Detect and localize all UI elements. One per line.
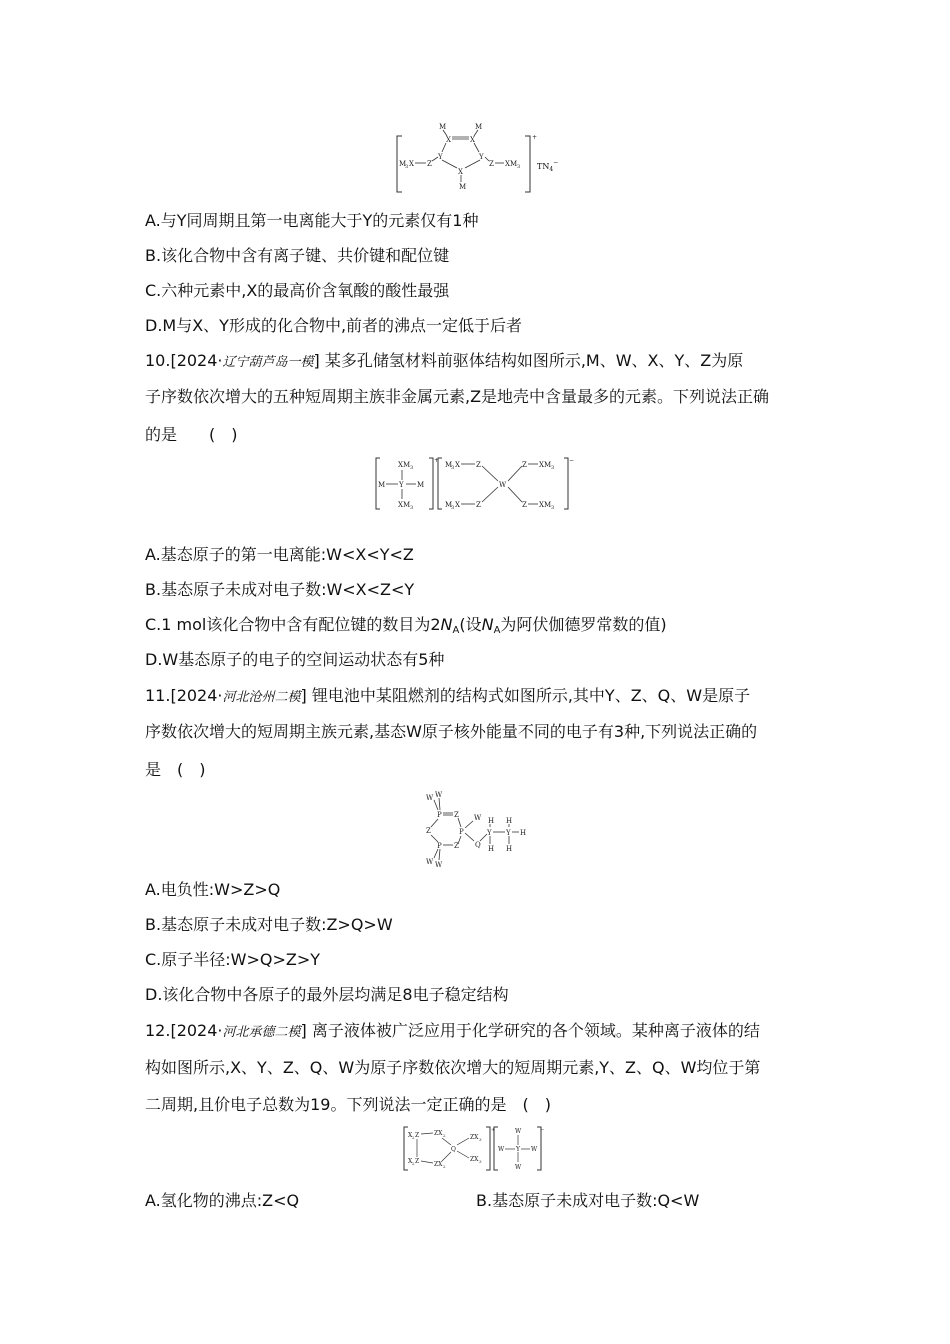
svg-text:P: P bbox=[437, 842, 442, 850]
svg-text:3: 3 bbox=[551, 505, 555, 511]
svg-text:3: 3 bbox=[405, 164, 409, 170]
q11-number: 11.[2024· bbox=[145, 686, 223, 705]
svg-text:XM: XM bbox=[398, 461, 411, 469]
q12-stem-line-2: 构如图所示,X、Y、Z、Q、W为原子序数依次增大的短周期元素,Y、Z、Q、W均位于第 bbox=[145, 1058, 761, 1077]
q11-option-c: C.原子半径:W>Q>Z>Y bbox=[145, 950, 321, 969]
svg-text:W: W bbox=[426, 858, 434, 866]
svg-text:X: X bbox=[446, 136, 451, 144]
q10-option-c-sub2: A bbox=[493, 625, 501, 636]
svg-text:Z: Z bbox=[476, 461, 481, 469]
q11-stem-line-2: 序数依次增大的短周期主族元素,基态W原子核外能量不同的电子有3种,下列说法正确的 bbox=[145, 722, 758, 741]
svg-text:3: 3 bbox=[451, 465, 455, 471]
q11-stem-line-3: 是 ( ) bbox=[145, 760, 206, 779]
q10-option-c-part1: C.1 mol该化合物中含有配位键的数目为2 bbox=[145, 615, 441, 634]
q12-stem-1: ] 离子液体被广泛应用于化学研究的各个领域。某种离子液体的结 bbox=[300, 1021, 760, 1040]
svg-text:2: 2 bbox=[443, 1164, 446, 1169]
q10-stem-line-2: 子序数依次增大的五种短周期主族非金属元素,Z是地壳中含量最多的元素。下列说法正确 bbox=[145, 387, 770, 406]
svg-text:Z: Z bbox=[427, 160, 432, 168]
svg-text:P: P bbox=[459, 828, 464, 836]
svg-text:Z: Z bbox=[522, 501, 527, 509]
svg-text:X: X bbox=[408, 1132, 413, 1139]
q10-structure-figure bbox=[372, 454, 577, 514]
q10-stem-line-1 bbox=[145, 350, 743, 374]
q12-stem-line-1 bbox=[145, 1020, 760, 1044]
svg-text:Z: Z bbox=[454, 811, 459, 819]
svg-text:W: W bbox=[515, 1128, 522, 1135]
q10-option-b: B.基态原子未成对电子数:W<X<Z<Y bbox=[145, 580, 415, 599]
q9-ion bbox=[537, 159, 558, 173]
svg-text:3: 3 bbox=[479, 1159, 482, 1164]
svg-text:Z: Z bbox=[415, 1158, 420, 1165]
q9-ion-sup: − bbox=[553, 159, 559, 166]
svg-text:ZX: ZX bbox=[470, 1156, 479, 1163]
svg-text:W: W bbox=[435, 791, 443, 799]
svg-text:X: X bbox=[455, 461, 460, 469]
q9-option-a: A.与Y同周期且第一电离能大于Y的元素仅有1种 bbox=[145, 211, 479, 230]
svg-text:Q: Q bbox=[451, 1146, 456, 1153]
q11-stem-line-1 bbox=[145, 685, 750, 709]
svg-text:3: 3 bbox=[410, 505, 414, 511]
svg-text:XM: XM bbox=[398, 501, 411, 509]
svg-text:Y: Y bbox=[506, 829, 511, 837]
svg-text:ZX: ZX bbox=[434, 1161, 443, 1168]
svg-text:H: H bbox=[520, 829, 527, 837]
q10-option-c-sub: A bbox=[452, 625, 460, 636]
svg-text:Z: Z bbox=[426, 827, 431, 835]
q11-structure-figure bbox=[420, 790, 532, 868]
q10-option-c-part3: 为阿伏伽德罗常数的值) bbox=[500, 615, 667, 634]
svg-text:W: W bbox=[426, 794, 434, 802]
svg-text:W: W bbox=[474, 814, 482, 822]
svg-text:+: + bbox=[491, 1127, 496, 1133]
q9-option-d: D.M与X、Y形成的化合物中,前者的沸点一定低于后者 bbox=[145, 316, 523, 335]
q10-option-d: D.W基态原子的电子的空间运动状态有5种 bbox=[145, 650, 445, 669]
q12-option-b: B.基态原子未成对电子数:Q<W bbox=[476, 1191, 700, 1210]
q12-source: 河北承德二模 bbox=[222, 1025, 301, 1040]
q11-source: 河北沧州二模 bbox=[222, 690, 301, 705]
svg-text:H: H bbox=[506, 845, 513, 853]
svg-text:M: M bbox=[445, 501, 453, 509]
svg-text:W: W bbox=[499, 481, 507, 489]
svg-text:Y: Y bbox=[438, 153, 443, 161]
svg-text:Z: Z bbox=[489, 160, 494, 168]
svg-text:H: H bbox=[488, 845, 495, 853]
q10-option-c-n: N bbox=[440, 615, 453, 634]
q9-ion-label: TN bbox=[537, 162, 550, 171]
q9-ion-sub: 4 bbox=[549, 166, 554, 173]
svg-text:M: M bbox=[439, 123, 447, 131]
svg-text:H: H bbox=[488, 817, 495, 825]
q9-option-b: B.该化合物中含有离子键、共价键和配位键 bbox=[145, 246, 450, 265]
svg-text:XM: XM bbox=[539, 501, 552, 509]
svg-text:XM: XM bbox=[505, 160, 518, 168]
svg-text:M: M bbox=[399, 160, 407, 168]
q10-number: 10.[2024· bbox=[145, 351, 223, 370]
q10-option-c-n2: N bbox=[481, 615, 494, 634]
svg-text:P: P bbox=[437, 811, 442, 819]
q10-option-a: A.基态原子的第一电离能:W<X<Y<Z bbox=[145, 545, 414, 564]
svg-text:H: H bbox=[506, 817, 513, 825]
svg-text:X: X bbox=[470, 136, 475, 144]
svg-text:X: X bbox=[458, 168, 463, 176]
svg-text:−: − bbox=[540, 1127, 545, 1133]
svg-text:W: W bbox=[435, 861, 443, 868]
q10-stem-line-3: 的是 ( ) bbox=[145, 425, 238, 444]
svg-text:W: W bbox=[531, 1146, 538, 1153]
svg-text:M: M bbox=[378, 481, 386, 489]
q12-number: 12.[2024· bbox=[145, 1021, 223, 1040]
q11-stem-1: ] 锂电池中某阻燃剂的结构式如图所示,其中Y、Z、Q、W是原子 bbox=[300, 686, 751, 705]
svg-text:W: W bbox=[498, 1146, 505, 1153]
svg-text:Y: Y bbox=[399, 481, 404, 489]
q11-option-d: D.该化合物中各原子的最外层均满足8电子稳定结构 bbox=[145, 985, 509, 1004]
q12-structure-figure bbox=[400, 1124, 545, 1174]
svg-text:X: X bbox=[455, 501, 460, 509]
svg-text:3: 3 bbox=[517, 164, 521, 170]
svg-text:3: 3 bbox=[451, 505, 455, 511]
svg-text:M: M bbox=[445, 461, 453, 469]
svg-text:Q: Q bbox=[475, 841, 481, 849]
svg-text:3: 3 bbox=[551, 465, 555, 471]
svg-text:2: 2 bbox=[412, 1161, 415, 1166]
svg-text:+: + bbox=[434, 457, 440, 464]
svg-text:ZX: ZX bbox=[434, 1130, 443, 1137]
svg-text:W: W bbox=[515, 1164, 522, 1171]
svg-text:Y: Y bbox=[487, 829, 492, 837]
svg-text:M: M bbox=[417, 481, 425, 489]
svg-text:Z: Z bbox=[522, 461, 527, 469]
q10-option-c bbox=[145, 614, 667, 642]
svg-text:3: 3 bbox=[479, 1137, 482, 1142]
svg-text:XM: XM bbox=[539, 461, 552, 469]
svg-text:+: + bbox=[532, 134, 538, 141]
svg-text:M: M bbox=[459, 183, 467, 191]
q10-source: 辽宁葫芦岛一模 bbox=[222, 355, 314, 370]
q11-option-a: A.电负性:W>Z>Q bbox=[145, 880, 281, 899]
svg-text:X: X bbox=[409, 160, 414, 168]
q9-structure-figure bbox=[390, 118, 565, 198]
svg-text:2: 2 bbox=[412, 1135, 415, 1140]
svg-text:−: − bbox=[569, 457, 575, 464]
q9-option-c: C.六种元素中,X的最高价含氧酸的酸性最强 bbox=[145, 281, 450, 300]
q10-option-c-part2: (设 bbox=[459, 615, 482, 634]
svg-text:M: M bbox=[475, 123, 483, 131]
svg-text:Z: Z bbox=[454, 842, 459, 850]
svg-text:Y: Y bbox=[479, 153, 484, 161]
svg-text:2: 2 bbox=[443, 1133, 446, 1138]
q12-stem-line-3: 二周期,且价电子总数为19。下列说法一定正确的是 ( ) bbox=[145, 1095, 551, 1114]
q11-option-b: B.基态原子未成对电子数:Z>Q>W bbox=[145, 915, 393, 934]
svg-text:Z: Z bbox=[415, 1132, 420, 1139]
q10-stem-1: ] 某多孔储氢材料前驱体结构如图所示,M、W、X、Y、Z为原 bbox=[313, 351, 744, 370]
svg-text:ZX: ZX bbox=[470, 1134, 479, 1141]
svg-text:Z: Z bbox=[476, 501, 481, 509]
q12-option-a: A.氢化物的沸点:Z<Q bbox=[145, 1191, 300, 1210]
svg-text:Y: Y bbox=[516, 1146, 520, 1153]
svg-text:3: 3 bbox=[410, 465, 414, 471]
svg-text:X: X bbox=[408, 1158, 413, 1165]
